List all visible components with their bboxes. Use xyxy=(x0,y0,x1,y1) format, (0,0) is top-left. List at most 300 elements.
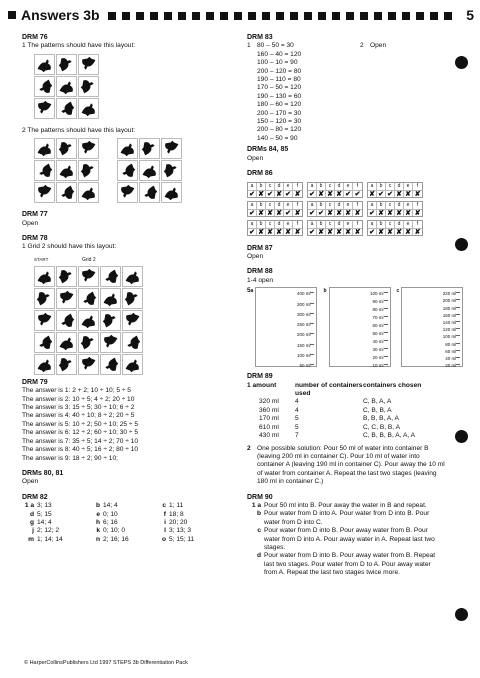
check-letter: b xyxy=(317,202,326,209)
jug-mark-label: 60 ml xyxy=(445,348,457,354)
jug-tag: b xyxy=(323,288,327,295)
drm82-value: 0; 10; 0 xyxy=(103,527,125,535)
bird-tile xyxy=(34,160,55,181)
check-mark: ✘ xyxy=(317,190,326,197)
drm82-letter: m xyxy=(28,535,34,543)
drm80-81-text: Open xyxy=(22,478,39,486)
check-mark: ✔ xyxy=(377,190,386,197)
jug-mark-label: 80 ml xyxy=(372,307,384,313)
drm86-check-boxes xyxy=(247,181,452,238)
drm76-title: DRM 76 xyxy=(22,34,48,41)
subtraction-line: 80 – 50 = 30 xyxy=(257,42,294,50)
measuring-jug xyxy=(329,287,391,367)
check-letter: f xyxy=(296,220,299,227)
check-letter: b xyxy=(377,202,386,209)
bird-tile xyxy=(78,182,99,203)
drm82-value: 3; 13 xyxy=(37,502,52,510)
drm89-row xyxy=(247,407,447,415)
drm89-item2-num: 2 xyxy=(247,444,251,452)
check-letter: e xyxy=(404,221,413,228)
measuring-jug xyxy=(401,287,463,367)
check-letter: d xyxy=(395,183,404,190)
drm82-value: 14; 4 xyxy=(37,518,52,526)
drm82-value: 1; 14; 14 xyxy=(37,535,63,543)
drm77-text: Open xyxy=(22,219,39,227)
check-mark: ✔ xyxy=(284,190,293,197)
bird-tile xyxy=(56,310,77,331)
check-mark: ✔ xyxy=(344,190,353,197)
check-letter: c xyxy=(266,221,275,228)
subtraction-line: 190 – 110 = 80 xyxy=(257,76,301,84)
bird-tile xyxy=(56,54,77,75)
check-mark: ✘ xyxy=(354,228,361,236)
drm82-row xyxy=(22,527,237,535)
check-box-group xyxy=(367,201,423,217)
check-mark: ✘ xyxy=(284,228,293,235)
check-letter: c xyxy=(326,202,335,209)
drm76-item1: 1 The patterns should have this layout: xyxy=(22,42,136,50)
check-letter: c xyxy=(386,202,395,209)
subtraction-line: 150 – 120 = 30 xyxy=(257,118,302,126)
check-letter: c xyxy=(326,221,335,228)
measuring-jugs xyxy=(251,287,470,367)
jug-tag: a xyxy=(250,288,254,295)
bird-tile xyxy=(100,332,121,353)
bird-tile xyxy=(161,138,182,159)
bird-tile xyxy=(56,354,77,375)
drm82-letter: n xyxy=(95,535,100,543)
drm82-row xyxy=(22,511,237,519)
check-mark: ✘ xyxy=(317,228,326,235)
jug-tick xyxy=(384,300,388,301)
answer-line: The answer is 9: 18 ÷ 2; 90 ÷ 10; xyxy=(22,454,118,462)
check-letter: a xyxy=(368,221,377,228)
bird-tile xyxy=(34,54,55,75)
check-letter: c xyxy=(266,183,275,190)
drm90-letter: 1 a xyxy=(251,501,261,509)
check-letter: d xyxy=(335,221,344,228)
jug-tick xyxy=(384,316,388,317)
drm82-letter: d xyxy=(29,510,34,518)
bird-tile xyxy=(78,54,99,75)
jug-tick xyxy=(384,364,388,365)
drm82-value: 3; 13; 3 xyxy=(169,527,191,535)
bird-tile xyxy=(100,310,121,331)
bird-tile xyxy=(139,138,160,159)
check-letter: b xyxy=(377,221,386,228)
check-letter: c xyxy=(386,221,395,228)
drm87-text: Open xyxy=(247,253,264,261)
bird-tile xyxy=(117,182,138,203)
drm82-value: 5; 15; 11 xyxy=(169,535,195,543)
drm89-cell: 170 ml xyxy=(259,415,279,423)
drm89-cell: B, B, B, A, A xyxy=(363,415,399,423)
jug-tick xyxy=(310,303,314,304)
check-letter: e xyxy=(284,221,293,228)
subtraction-line: 190 – 130 = 60 xyxy=(257,92,302,100)
check-mark: ✔ xyxy=(248,209,257,216)
measuring-jug xyxy=(255,287,317,367)
jug-mark-label: 40 ml xyxy=(445,356,457,362)
drm90-letter: b xyxy=(256,510,261,518)
check-mark: ✘ xyxy=(275,209,284,216)
check-mark: ✔ xyxy=(368,209,377,216)
check-letter: a xyxy=(308,202,317,209)
binder-hole xyxy=(455,430,468,443)
check-letter: e xyxy=(284,202,293,209)
bird-tile xyxy=(56,138,77,159)
drm89-row xyxy=(247,432,447,440)
drm90-text: Pour 50 ml into B. Pour away the water in B and repeat. xyxy=(264,501,427,509)
check-letter: f xyxy=(416,220,419,227)
drm86-title: DRM 86 xyxy=(247,170,273,178)
jug-mark-label: 50 ml xyxy=(372,331,384,337)
bird-tile xyxy=(78,138,99,159)
jug-tick xyxy=(310,354,314,355)
drm82-value: 5; 15 xyxy=(37,510,52,518)
binder-hole xyxy=(455,608,468,621)
check-letter: a xyxy=(248,183,257,190)
jug-tick xyxy=(384,292,388,293)
check-letter: e xyxy=(344,202,353,209)
drm89-cell: 610 ml xyxy=(259,423,279,431)
drm78-item1: 1 Grid 2 should have this layout: xyxy=(22,243,117,251)
jug-tick xyxy=(456,343,460,344)
drm90-item xyxy=(247,510,447,527)
check-mark: ✔ xyxy=(248,228,257,235)
check-mark: ✘ xyxy=(326,228,335,235)
jug-mark-label: 250 ml xyxy=(296,322,311,328)
jug-mark-label: 20 ml xyxy=(445,363,457,369)
check-letter: f xyxy=(296,201,299,208)
check-mark: ✔ xyxy=(308,209,317,216)
subtraction-line: 200 – 80 = 120 xyxy=(257,126,302,134)
bird-tile xyxy=(34,138,55,159)
drm88-num5: 5 xyxy=(247,287,251,295)
drm82-letter: l xyxy=(164,527,166,535)
drm82-list xyxy=(22,502,237,544)
drm84-85-text: Open xyxy=(247,154,264,162)
col-containers-used: number of containers used xyxy=(295,381,363,398)
drm82-value: 0; 10 xyxy=(103,510,118,518)
bird-tile xyxy=(56,288,77,309)
jug-mark-label: 100 ml xyxy=(296,352,311,358)
jug-tick xyxy=(456,292,460,293)
bird-tile xyxy=(34,354,55,375)
bird-tile xyxy=(56,160,77,181)
bird-tile xyxy=(122,266,143,287)
check-mark: ✘ xyxy=(294,209,301,217)
check-mark: ✔ xyxy=(368,228,377,235)
bird-tile xyxy=(100,354,121,375)
drm82-value: 18; 8 xyxy=(169,510,184,518)
drm89-cell: C, C, B, B, A xyxy=(363,423,401,431)
jug-mark-label: 20 ml xyxy=(372,355,384,361)
drm82-letter: 1 a xyxy=(24,502,34,510)
jug-mark-label: 200 ml xyxy=(442,298,457,304)
drm88-item: 1-4 open xyxy=(247,276,274,284)
drm89-cell: C, B, B, A xyxy=(363,406,392,414)
bird-tile xyxy=(56,266,77,287)
jug-tick xyxy=(456,307,460,308)
drm79-title: DRM 79 xyxy=(22,378,48,386)
jug-tick xyxy=(310,344,314,345)
header-title: Answers 3b xyxy=(8,7,100,23)
bird-tile xyxy=(139,160,160,181)
jug-tick xyxy=(310,333,314,334)
jug-mark-label: 100 ml xyxy=(442,334,457,340)
subtraction-line: 100 – 10 = 90 xyxy=(257,59,298,67)
subtraction-line: 140 – 50 = 90 xyxy=(257,134,298,142)
drm90-item xyxy=(247,502,447,510)
check-mark: ✘ xyxy=(368,190,377,197)
drm83-title: DRM 83 xyxy=(247,34,273,41)
page-header xyxy=(8,7,474,25)
check-mark: ✘ xyxy=(294,228,301,236)
check-letter: c xyxy=(386,183,395,190)
jug-tick xyxy=(384,356,388,357)
jug-mark-label: 90 ml xyxy=(372,299,384,305)
check-letter: d xyxy=(395,202,404,209)
bird-tile xyxy=(122,354,143,375)
check-letter: d xyxy=(275,202,284,209)
bird-tile xyxy=(117,138,138,159)
drm82-row xyxy=(22,519,237,527)
check-mark: ✔ xyxy=(386,190,395,197)
check-letter: a xyxy=(248,202,257,209)
check-letter: d xyxy=(275,183,284,190)
check-mark: ✔ xyxy=(354,190,361,198)
check-box-group xyxy=(247,182,303,198)
drm82-letter: k xyxy=(96,527,100,535)
check-letter: f xyxy=(296,182,299,189)
drm90-letter: d xyxy=(256,552,261,560)
drm82-row xyxy=(22,502,237,510)
jug-tick xyxy=(456,357,460,358)
drm87-title: DRM 87 xyxy=(247,244,273,252)
jug-mark-label: 400 ml xyxy=(296,291,311,297)
check-box-group xyxy=(307,182,363,198)
drm79-list xyxy=(22,387,237,463)
check-letter: f xyxy=(356,182,359,189)
bird-tile xyxy=(78,354,99,375)
drm82-value: 6; 16 xyxy=(103,518,118,526)
drm82-letter: e xyxy=(96,510,100,518)
check-letter: a xyxy=(308,183,317,190)
check-letter: b xyxy=(377,183,386,190)
bird-tile xyxy=(34,98,55,119)
drm89-cell: 320 ml xyxy=(259,398,279,406)
bird-tile xyxy=(122,310,143,331)
check-letter: e xyxy=(344,221,353,228)
check-mark: ✘ xyxy=(335,190,344,197)
check-letter: f xyxy=(416,182,419,189)
subtraction-line: 200 – 120 = 80 xyxy=(257,67,302,75)
drm89-cell: C, B, A, A xyxy=(363,398,392,406)
check-mark: ✘ xyxy=(395,228,404,235)
answer-line: The answer is 5: 10 ÷ 2; 50 ÷ 10; 25 ÷ 5 xyxy=(22,420,139,428)
pattern-grid-4 xyxy=(34,266,143,375)
check-letter: d xyxy=(395,221,404,228)
drm84-85-title: DRMs 84, 85 xyxy=(247,146,289,154)
jug-mark-label: 150 ml xyxy=(296,342,311,348)
check-mark: ✔ xyxy=(284,209,293,216)
drm89-cell: 7 xyxy=(295,432,299,440)
drm89-cell: 5 xyxy=(295,415,299,423)
drm90-item xyxy=(247,527,447,552)
bird-tile xyxy=(78,332,99,353)
check-letter: f xyxy=(356,220,359,227)
drm89-title: DRM 89 xyxy=(247,373,273,381)
bird-tile xyxy=(78,288,99,309)
check-letter: b xyxy=(317,183,326,190)
drm90-text: Pour water from D into B. Pour away water from B. Pour water from D into A. Pour away water in A. Repeat last two stages. xyxy=(264,527,435,551)
drm90-text: Pour water from D into B. Pour away water from B. Repeat last two stages. Pour water from D to A. Pour away water from A. Repeat the last two stages twice more. xyxy=(264,552,436,577)
bird-tile xyxy=(56,76,77,97)
check-letter: a xyxy=(368,183,377,190)
bird-tile xyxy=(34,182,55,203)
check-box-group xyxy=(307,220,363,236)
check-mark: ✘ xyxy=(414,209,421,217)
drm89-table xyxy=(247,398,447,440)
check-letter: b xyxy=(317,221,326,228)
bird-tile xyxy=(100,288,121,309)
check-letter: d xyxy=(335,183,344,190)
drm82-value: 1; 11 xyxy=(169,502,184,510)
drm89-cell: 4 xyxy=(295,398,299,406)
jug-mark-label: 10 ml xyxy=(372,363,384,369)
check-mark: ✘ xyxy=(404,209,413,216)
bird-tile xyxy=(78,310,99,331)
drm80-81-title: DRMs 80, 81 xyxy=(22,469,64,477)
bird-tile xyxy=(100,266,121,287)
bird-tile xyxy=(34,332,55,353)
check-mark: ✘ xyxy=(386,209,395,216)
drm89-row xyxy=(247,424,447,432)
check-letter: c xyxy=(266,202,275,209)
binder-hole xyxy=(455,238,468,251)
jug-tick xyxy=(310,323,314,324)
drm76-item2: 2 The patterns should have this layout: xyxy=(22,126,136,134)
bird-tile xyxy=(78,266,99,287)
pattern-grid-3 xyxy=(117,138,182,203)
check-mark: ✘ xyxy=(344,228,353,235)
drm90-list xyxy=(247,502,447,578)
check-letter: b xyxy=(257,202,266,209)
bird-tile xyxy=(161,182,182,203)
check-mark: ✘ xyxy=(257,209,266,216)
jug-tick xyxy=(384,340,388,341)
drm89-cell: 430 ml xyxy=(259,432,279,440)
check-mark: ✘ xyxy=(266,228,275,235)
subtraction-line: 180 – 60 = 120 xyxy=(257,101,302,109)
drm78-title: DRM 78 xyxy=(22,235,48,243)
check-letter: f xyxy=(356,201,359,208)
jug-mark-label: 220 ml xyxy=(442,291,457,297)
check-letter: a xyxy=(368,202,377,209)
jug-mark-label: 50 ml xyxy=(299,363,311,369)
check-mark: ✘ xyxy=(414,190,421,198)
bird-tile xyxy=(56,332,77,353)
check-box-group xyxy=(367,220,423,236)
header-squares xyxy=(108,12,453,20)
check-mark: ✘ xyxy=(395,190,404,197)
answer-line: The answer is 6: 12 ÷ 2; 60 ÷ 10; 30 ÷ 5 xyxy=(22,429,139,437)
drm90-title: DRM 90 xyxy=(247,493,273,501)
drm77-title: DRM 77 xyxy=(22,211,48,219)
check-letter: c xyxy=(326,183,335,190)
jug-mark-label: 140 ml xyxy=(442,320,457,326)
drm82-letter: i xyxy=(164,518,166,526)
check-mark: ✔ xyxy=(317,209,326,216)
drm89-row xyxy=(247,398,447,406)
col-containers-chosen: containers chosen xyxy=(363,381,422,389)
drm82-value: 14; 4 xyxy=(103,502,118,510)
drm82-letter: b xyxy=(95,502,100,510)
jug-mark-label: 80 ml xyxy=(445,341,457,347)
bird-tile xyxy=(139,182,160,203)
bird-tile xyxy=(161,160,182,181)
bird-tile xyxy=(122,332,143,353)
check-mark: ✘ xyxy=(414,228,421,236)
check-mark: ✘ xyxy=(266,209,275,216)
bird-tile xyxy=(34,288,55,309)
drm82-letter: j xyxy=(32,527,34,535)
jug-tick xyxy=(456,328,460,329)
jug-mark-label: 160 ml xyxy=(442,312,457,318)
drm89-cell: 4 xyxy=(295,406,299,414)
drm90-item xyxy=(247,552,447,577)
drm83-list xyxy=(257,42,301,143)
check-mark: ✘ xyxy=(354,209,361,217)
answer-line: The answer is 2: 10 ÷ 5; 4 ÷ 2; 20 ÷ 10 xyxy=(22,395,135,403)
start-label: START xyxy=(34,256,49,262)
answer-line: The answer is 7: 35 ÷ 5; 14 ÷ 2; 70 ÷ 10 xyxy=(22,437,139,445)
jug-tick xyxy=(456,314,460,315)
jug-tag: c xyxy=(396,288,400,295)
jug-mark-label: 100 ml xyxy=(370,291,384,297)
drm89-cell: 5 xyxy=(295,423,299,431)
bird-tile xyxy=(34,266,55,287)
grid2-label: Grid 2 xyxy=(82,256,96,263)
check-mark: ✘ xyxy=(326,190,335,197)
answer-line: The answer is 3: 15 ÷ 5; 30 ÷ 10; 6 ÷ 2 xyxy=(22,404,135,412)
bird-tile xyxy=(34,76,55,97)
bird-tile xyxy=(56,98,77,119)
answer-line: The answer is 4: 40 ÷ 10; 8 ÷ 2; 20 ÷ 5 xyxy=(22,412,135,420)
drm82-row xyxy=(22,536,237,544)
pattern-grid-2 xyxy=(34,138,99,203)
bird-tile xyxy=(78,76,99,97)
drm89-item2: One possible solution: Pour 50 ml of water into container B (leaving 200 ml in container C). Pour 10 ml of water into container A (leaving 190 ml in container C). Pour away the 10 ml of water from container A. Repeat the last two stages (leaving 180 ml in container C.) xyxy=(257,444,445,486)
check-letter: b xyxy=(257,221,266,228)
check-mark: ✔ xyxy=(248,190,257,197)
drm82-value: 20; 20 xyxy=(169,518,188,526)
check-mark: ✔ xyxy=(308,228,317,235)
pattern-grid-1 xyxy=(34,54,99,119)
check-letter: f xyxy=(416,201,419,208)
jug-tick xyxy=(456,299,460,300)
drm90-letter: c xyxy=(257,527,261,535)
footer-copyright: © HarperCollinsPublishers Ltd 1997 STEPS 3b Differentiation Pack xyxy=(24,660,188,666)
check-mark: ✘ xyxy=(386,228,395,235)
check-mark: ✘ xyxy=(335,209,344,216)
jug-mark-label: 300 ml xyxy=(296,311,311,317)
check-letter: e xyxy=(404,202,413,209)
col-amount: 1 amount xyxy=(247,381,277,389)
check-letter: e xyxy=(284,183,293,190)
bird-tile xyxy=(117,160,138,181)
